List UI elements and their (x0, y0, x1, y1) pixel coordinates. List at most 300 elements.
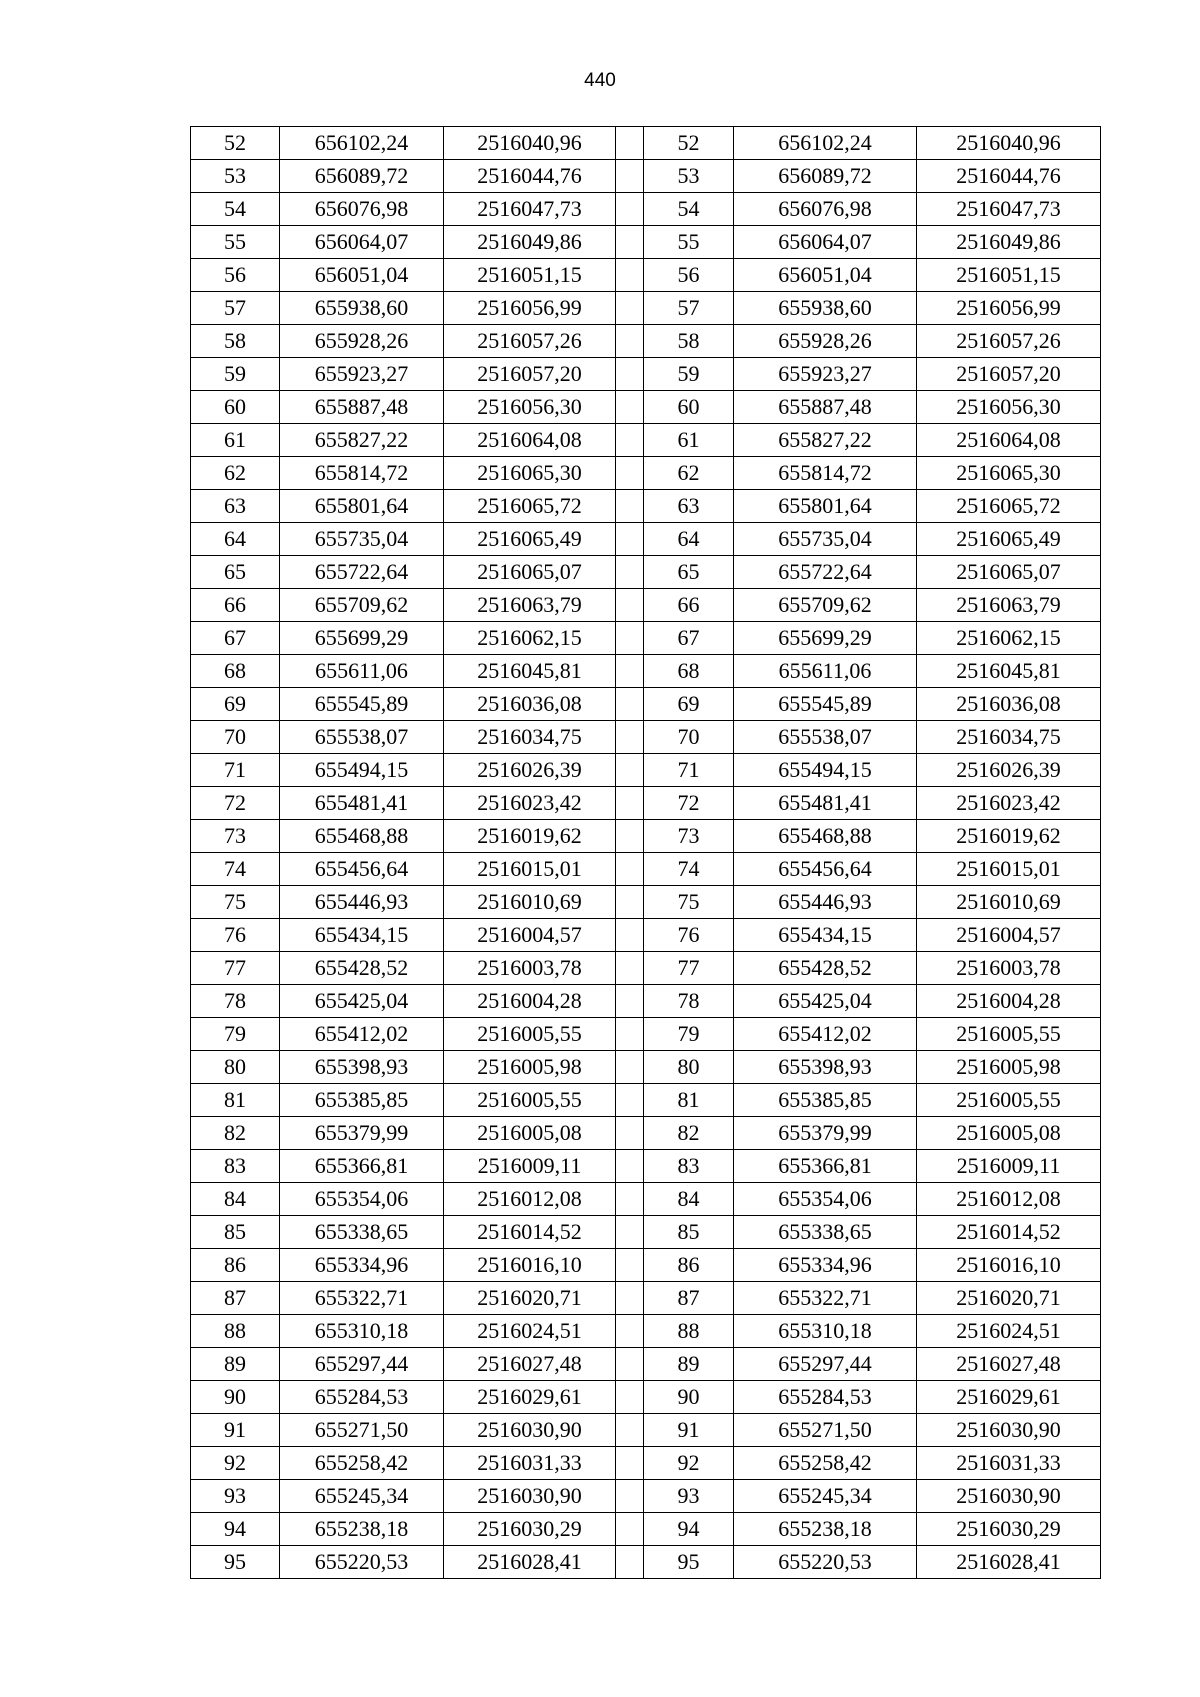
y-coordinate-cell-right: 2516056,30 (917, 391, 1101, 424)
table-row (191, 1150, 1101, 1183)
table-row (191, 655, 1101, 688)
point-number-cell-right: 89 (644, 1348, 734, 1381)
y-coordinate-cell-right: 2516051,15 (917, 259, 1101, 292)
spacer-cell (616, 1282, 644, 1315)
point-number-cell: 75 (191, 886, 280, 919)
y-coordinate-cell: 2516030,90 (444, 1480, 616, 1513)
point-number-cell-right: 65 (644, 556, 734, 589)
y-coordinate-cell: 2516051,15 (444, 259, 616, 292)
point-number-cell: 52 (191, 127, 280, 160)
x-coordinate-cell-right: 655709,62 (734, 589, 917, 622)
y-coordinate-cell: 2516016,10 (444, 1249, 616, 1282)
point-number-cell-right: 67 (644, 622, 734, 655)
table-row (191, 886, 1101, 919)
table-row (191, 325, 1101, 358)
x-coordinate-cell-right: 655722,64 (734, 556, 917, 589)
spacer-cell (616, 1051, 644, 1084)
y-coordinate-cell: 2516010,69 (444, 886, 616, 919)
spacer-cell (616, 1315, 644, 1348)
point-number-cell-right: 92 (644, 1447, 734, 1480)
x-coordinate-cell: 655271,50 (280, 1414, 444, 1447)
point-number-cell-right: 83 (644, 1150, 734, 1183)
y-coordinate-cell-right: 2516064,08 (917, 424, 1101, 457)
point-number-cell: 85 (191, 1216, 280, 1249)
point-number-cell: 78 (191, 985, 280, 1018)
x-coordinate-cell: 655722,64 (280, 556, 444, 589)
point-number-cell-right: 64 (644, 523, 734, 556)
spacer-cell (616, 820, 644, 853)
y-coordinate-cell-right: 2516003,78 (917, 952, 1101, 985)
table-row (191, 193, 1101, 226)
y-coordinate-cell-right: 2516065,49 (917, 523, 1101, 556)
y-coordinate-cell: 2516065,07 (444, 556, 616, 589)
point-number-cell-right: 73 (644, 820, 734, 853)
point-number-cell-right: 94 (644, 1513, 734, 1546)
y-coordinate-cell: 2516015,01 (444, 853, 616, 886)
point-number-cell-right: 95 (644, 1546, 734, 1579)
x-coordinate-cell: 655538,07 (280, 721, 444, 754)
point-number-cell: 67 (191, 622, 280, 655)
x-coordinate-cell-right: 655310,18 (734, 1315, 917, 1348)
table-row (191, 1084, 1101, 1117)
point-number-cell: 68 (191, 655, 280, 688)
x-coordinate-cell: 655735,04 (280, 523, 444, 556)
y-coordinate-cell: 2516034,75 (444, 721, 616, 754)
x-coordinate-cell: 656089,72 (280, 160, 444, 193)
table-row (191, 787, 1101, 820)
x-coordinate-cell-right: 655611,06 (734, 655, 917, 688)
x-coordinate-cell: 655456,64 (280, 853, 444, 886)
point-number-cell-right: 66 (644, 589, 734, 622)
y-coordinate-cell-right: 2516056,99 (917, 292, 1101, 325)
table-row (191, 490, 1101, 523)
y-coordinate-cell: 2516064,08 (444, 424, 616, 457)
x-coordinate-cell-right: 655334,96 (734, 1249, 917, 1282)
x-coordinate-cell-right: 655412,02 (734, 1018, 917, 1051)
spacer-cell (616, 292, 644, 325)
point-number-cell: 88 (191, 1315, 280, 1348)
y-coordinate-cell: 2516005,55 (444, 1084, 616, 1117)
x-coordinate-cell-right: 655446,93 (734, 886, 917, 919)
x-coordinate-cell: 655928,26 (280, 325, 444, 358)
spacer-cell (616, 1447, 644, 1480)
x-coordinate-cell-right: 655284,53 (734, 1381, 917, 1414)
x-coordinate-cell: 655481,41 (280, 787, 444, 820)
spacer-cell (616, 1018, 644, 1051)
point-number-cell-right: 75 (644, 886, 734, 919)
y-coordinate-cell: 2516005,98 (444, 1051, 616, 1084)
coordinates-table (190, 126, 1101, 1579)
x-coordinate-cell: 655310,18 (280, 1315, 444, 1348)
point-number-cell: 89 (191, 1348, 280, 1381)
x-coordinate-cell-right: 655735,04 (734, 523, 917, 556)
point-number-cell-right: 52 (644, 127, 734, 160)
y-coordinate-cell: 2516003,78 (444, 952, 616, 985)
x-coordinate-cell: 655446,93 (280, 886, 444, 919)
table-row (191, 1018, 1101, 1051)
x-coordinate-cell: 655220,53 (280, 1546, 444, 1579)
y-coordinate-cell: 2516028,41 (444, 1546, 616, 1579)
y-coordinate-cell-right: 2516024,51 (917, 1315, 1101, 1348)
point-number-cell-right: 77 (644, 952, 734, 985)
point-number-cell: 84 (191, 1183, 280, 1216)
table-row (191, 1117, 1101, 1150)
y-coordinate-cell: 2516024,51 (444, 1315, 616, 1348)
point-number-cell: 55 (191, 226, 280, 259)
spacer-cell (616, 424, 644, 457)
y-coordinate-cell: 2516026,39 (444, 754, 616, 787)
table-row (191, 127, 1101, 160)
point-number-cell: 72 (191, 787, 280, 820)
x-coordinate-cell: 655412,02 (280, 1018, 444, 1051)
x-coordinate-cell-right: 655297,44 (734, 1348, 917, 1381)
y-coordinate-cell: 2516031,33 (444, 1447, 616, 1480)
point-number-cell: 92 (191, 1447, 280, 1480)
x-coordinate-cell-right: 655425,04 (734, 985, 917, 1018)
point-number-cell: 56 (191, 259, 280, 292)
y-coordinate-cell: 2516044,76 (444, 160, 616, 193)
x-coordinate-cell-right: 656089,72 (734, 160, 917, 193)
y-coordinate-cell: 2516027,48 (444, 1348, 616, 1381)
y-coordinate-cell: 2516009,11 (444, 1150, 616, 1183)
y-coordinate-cell-right: 2516057,26 (917, 325, 1101, 358)
y-coordinate-cell: 2516063,79 (444, 589, 616, 622)
point-number-cell: 66 (191, 589, 280, 622)
y-coordinate-cell: 2516057,20 (444, 358, 616, 391)
point-number-cell: 94 (191, 1513, 280, 1546)
table-row (191, 358, 1101, 391)
table-row (191, 919, 1101, 952)
point-number-cell: 86 (191, 1249, 280, 1282)
x-coordinate-cell-right: 655938,60 (734, 292, 917, 325)
x-coordinate-cell: 655297,44 (280, 1348, 444, 1381)
y-coordinate-cell-right: 2516005,98 (917, 1051, 1101, 1084)
table-row (191, 391, 1101, 424)
x-coordinate-cell: 656076,98 (280, 193, 444, 226)
point-number-cell-right: 57 (644, 292, 734, 325)
y-coordinate-cell-right: 2516065,72 (917, 490, 1101, 523)
x-coordinate-cell-right: 655428,52 (734, 952, 917, 985)
point-number-cell-right: 54 (644, 193, 734, 226)
spacer-cell (616, 1414, 644, 1447)
spacer-cell (616, 1480, 644, 1513)
x-coordinate-cell: 655366,81 (280, 1150, 444, 1183)
point-number-cell: 59 (191, 358, 280, 391)
y-coordinate-cell-right: 2516005,55 (917, 1018, 1101, 1051)
y-coordinate-cell-right: 2516040,96 (917, 127, 1101, 160)
y-coordinate-cell: 2516023,42 (444, 787, 616, 820)
y-coordinate-cell-right: 2516045,81 (917, 655, 1101, 688)
spacer-cell (616, 160, 644, 193)
spacer-cell (616, 688, 644, 721)
spacer-cell (616, 886, 644, 919)
y-coordinate-cell-right: 2516012,08 (917, 1183, 1101, 1216)
table-row (191, 589, 1101, 622)
point-number-cell: 57 (191, 292, 280, 325)
page-number: 440 (584, 70, 616, 91)
table-row (191, 820, 1101, 853)
y-coordinate-cell: 2516047,73 (444, 193, 616, 226)
point-number-cell: 73 (191, 820, 280, 853)
point-number-cell: 82 (191, 1117, 280, 1150)
point-number-cell-right: 84 (644, 1183, 734, 1216)
point-number-cell-right: 59 (644, 358, 734, 391)
table-row (191, 1216, 1101, 1249)
spacer-cell (616, 787, 644, 820)
point-number-cell: 87 (191, 1282, 280, 1315)
point-number-cell-right: 63 (644, 490, 734, 523)
point-number-cell-right: 55 (644, 226, 734, 259)
point-number-cell-right: 76 (644, 919, 734, 952)
y-coordinate-cell-right: 2516031,33 (917, 1447, 1101, 1480)
point-number-cell: 93 (191, 1480, 280, 1513)
spacer-cell (616, 457, 644, 490)
table-row (191, 1249, 1101, 1282)
table-row (191, 622, 1101, 655)
x-coordinate-cell: 655334,96 (280, 1249, 444, 1282)
point-number-cell-right: 62 (644, 457, 734, 490)
table-row (191, 1282, 1101, 1315)
point-number-cell-right: 69 (644, 688, 734, 721)
x-coordinate-cell-right: 655385,85 (734, 1084, 917, 1117)
point-number-cell: 53 (191, 160, 280, 193)
y-coordinate-cell: 2516065,72 (444, 490, 616, 523)
x-coordinate-cell: 655379,99 (280, 1117, 444, 1150)
x-coordinate-cell-right: 655494,15 (734, 754, 917, 787)
table-row (191, 688, 1101, 721)
spacer-cell (616, 556, 644, 589)
x-coordinate-cell: 655354,06 (280, 1183, 444, 1216)
y-coordinate-cell: 2516030,90 (444, 1414, 616, 1447)
x-coordinate-cell: 656051,04 (280, 259, 444, 292)
x-coordinate-cell: 655245,34 (280, 1480, 444, 1513)
x-coordinate-cell-right: 655220,53 (734, 1546, 917, 1579)
spacer-cell (616, 391, 644, 424)
x-coordinate-cell: 655338,65 (280, 1216, 444, 1249)
x-coordinate-cell: 655814,72 (280, 457, 444, 490)
point-number-cell: 61 (191, 424, 280, 457)
table-row (191, 1348, 1101, 1381)
table-row (191, 424, 1101, 457)
x-coordinate-cell-right: 655434,15 (734, 919, 917, 952)
x-coordinate-cell: 655398,93 (280, 1051, 444, 1084)
table-body (191, 127, 1101, 1579)
point-number-cell-right: 81 (644, 1084, 734, 1117)
y-coordinate-cell-right: 2516049,86 (917, 226, 1101, 259)
point-number-cell-right: 80 (644, 1051, 734, 1084)
table-row (191, 1414, 1101, 1447)
x-coordinate-cell-right: 655456,64 (734, 853, 917, 886)
x-coordinate-cell: 655923,27 (280, 358, 444, 391)
table-row (191, 457, 1101, 490)
point-number-cell: 60 (191, 391, 280, 424)
x-coordinate-cell-right: 655379,99 (734, 1117, 917, 1150)
y-coordinate-cell-right: 2516010,69 (917, 886, 1101, 919)
x-coordinate-cell-right: 655699,29 (734, 622, 917, 655)
point-number-cell-right: 53 (644, 160, 734, 193)
point-number-cell-right: 60 (644, 391, 734, 424)
point-number-cell: 65 (191, 556, 280, 589)
x-coordinate-cell-right: 655258,42 (734, 1447, 917, 1480)
y-coordinate-cell-right: 2516005,08 (917, 1117, 1101, 1150)
point-number-cell: 81 (191, 1084, 280, 1117)
x-coordinate-cell-right: 655887,48 (734, 391, 917, 424)
y-coordinate-cell: 2516020,71 (444, 1282, 616, 1315)
x-coordinate-cell-right: 655827,22 (734, 424, 917, 457)
y-coordinate-cell: 2516049,86 (444, 226, 616, 259)
spacer-cell (616, 1249, 644, 1282)
table-row (191, 1480, 1101, 1513)
x-coordinate-cell: 655428,52 (280, 952, 444, 985)
spacer-cell (616, 1381, 644, 1414)
spacer-cell (616, 721, 644, 754)
x-coordinate-cell: 655827,22 (280, 424, 444, 457)
y-coordinate-cell: 2516014,52 (444, 1216, 616, 1249)
spacer-cell (616, 1513, 644, 1546)
y-coordinate-cell: 2516056,30 (444, 391, 616, 424)
x-coordinate-cell: 655434,15 (280, 919, 444, 952)
spacer-cell (616, 259, 644, 292)
y-coordinate-cell: 2516012,08 (444, 1183, 616, 1216)
spacer-cell (616, 622, 644, 655)
x-coordinate-cell-right: 655322,71 (734, 1282, 917, 1315)
y-coordinate-cell-right: 2516009,11 (917, 1150, 1101, 1183)
y-coordinate-cell-right: 2516023,42 (917, 787, 1101, 820)
table-row (191, 754, 1101, 787)
x-coordinate-cell-right: 655545,89 (734, 688, 917, 721)
y-coordinate-cell-right: 2516065,30 (917, 457, 1101, 490)
x-coordinate-cell-right: 656076,98 (734, 193, 917, 226)
table-row (191, 952, 1101, 985)
y-coordinate-cell-right: 2516005,55 (917, 1084, 1101, 1117)
point-number-cell-right: 70 (644, 721, 734, 754)
table-row (191, 226, 1101, 259)
spacer-cell (616, 655, 644, 688)
point-number-cell-right: 58 (644, 325, 734, 358)
table-row (191, 985, 1101, 1018)
x-coordinate-cell: 655801,64 (280, 490, 444, 523)
spacer-cell (616, 754, 644, 787)
spacer-cell (616, 1216, 644, 1249)
x-coordinate-cell-right: 655338,65 (734, 1216, 917, 1249)
y-coordinate-cell: 2516057,26 (444, 325, 616, 358)
point-number-cell: 90 (191, 1381, 280, 1414)
spacer-cell (616, 358, 644, 391)
y-coordinate-cell-right: 2516020,71 (917, 1282, 1101, 1315)
y-coordinate-cell: 2516040,96 (444, 127, 616, 160)
point-number-cell-right: 82 (644, 1117, 734, 1150)
x-coordinate-cell-right: 655928,26 (734, 325, 917, 358)
y-coordinate-cell: 2516045,81 (444, 655, 616, 688)
x-coordinate-cell-right: 655354,06 (734, 1183, 917, 1216)
y-coordinate-cell-right: 2516015,01 (917, 853, 1101, 886)
x-coordinate-cell-right: 655801,64 (734, 490, 917, 523)
spacer-cell (616, 1348, 644, 1381)
spacer-cell (616, 853, 644, 886)
y-coordinate-cell-right: 2516014,52 (917, 1216, 1101, 1249)
y-coordinate-cell: 2516005,55 (444, 1018, 616, 1051)
spacer-cell (616, 1183, 644, 1216)
y-coordinate-cell-right: 2516004,28 (917, 985, 1101, 1018)
y-coordinate-cell: 2516065,49 (444, 523, 616, 556)
table-row (191, 160, 1101, 193)
y-coordinate-cell-right: 2516004,57 (917, 919, 1101, 952)
point-number-cell-right: 56 (644, 259, 734, 292)
spacer-cell (616, 589, 644, 622)
x-coordinate-cell-right: 655923,27 (734, 358, 917, 391)
x-coordinate-cell: 655887,48 (280, 391, 444, 424)
y-coordinate-cell: 2516005,08 (444, 1117, 616, 1150)
x-coordinate-cell-right: 656102,24 (734, 127, 917, 160)
x-coordinate-cell-right: 655481,41 (734, 787, 917, 820)
point-number-cell: 95 (191, 1546, 280, 1579)
point-number-cell-right: 71 (644, 754, 734, 787)
point-number-cell-right: 86 (644, 1249, 734, 1282)
table-row (191, 523, 1101, 556)
spacer-cell (616, 1084, 644, 1117)
x-coordinate-cell: 655611,06 (280, 655, 444, 688)
table-row (191, 1051, 1101, 1084)
x-coordinate-cell: 656102,24 (280, 127, 444, 160)
x-coordinate-cell-right: 655271,50 (734, 1414, 917, 1447)
spacer-cell (616, 1117, 644, 1150)
y-coordinate-cell: 2516030,29 (444, 1513, 616, 1546)
point-number-cell: 91 (191, 1414, 280, 1447)
y-coordinate-cell-right: 2516027,48 (917, 1348, 1101, 1381)
point-number-cell: 83 (191, 1150, 280, 1183)
point-number-cell-right: 90 (644, 1381, 734, 1414)
y-coordinate-cell: 2516036,08 (444, 688, 616, 721)
point-number-cell-right: 91 (644, 1414, 734, 1447)
spacer-cell (616, 1546, 644, 1579)
y-coordinate-cell: 2516004,57 (444, 919, 616, 952)
spacer-cell (616, 127, 644, 160)
point-number-cell-right: 88 (644, 1315, 734, 1348)
spacer-cell (616, 919, 644, 952)
point-number-cell-right: 78 (644, 985, 734, 1018)
point-number-cell-right: 72 (644, 787, 734, 820)
x-coordinate-cell: 655468,88 (280, 820, 444, 853)
x-coordinate-cell-right: 655245,34 (734, 1480, 917, 1513)
spacer-cell (616, 325, 644, 358)
point-number-cell: 63 (191, 490, 280, 523)
y-coordinate-cell-right: 2516065,07 (917, 556, 1101, 589)
point-number-cell-right: 74 (644, 853, 734, 886)
point-number-cell: 79 (191, 1018, 280, 1051)
point-number-cell-right: 85 (644, 1216, 734, 1249)
point-number-cell-right: 93 (644, 1480, 734, 1513)
x-coordinate-cell-right: 655366,81 (734, 1150, 917, 1183)
x-coordinate-cell-right: 655814,72 (734, 457, 917, 490)
y-coordinate-cell: 2516065,30 (444, 457, 616, 490)
table-row (191, 259, 1101, 292)
y-coordinate-cell: 2516062,15 (444, 622, 616, 655)
point-number-cell: 77 (191, 952, 280, 985)
table-row (191, 853, 1101, 886)
x-coordinate-cell: 655322,71 (280, 1282, 444, 1315)
x-coordinate-cell: 656064,07 (280, 226, 444, 259)
y-coordinate-cell-right: 2516034,75 (917, 721, 1101, 754)
point-number-cell: 71 (191, 754, 280, 787)
y-coordinate-cell-right: 2516063,79 (917, 589, 1101, 622)
x-coordinate-cell: 655545,89 (280, 688, 444, 721)
table-row (191, 1447, 1101, 1480)
y-coordinate-cell: 2516056,99 (444, 292, 616, 325)
y-coordinate-cell-right: 2516029,61 (917, 1381, 1101, 1414)
x-coordinate-cell: 655425,04 (280, 985, 444, 1018)
x-coordinate-cell: 655284,53 (280, 1381, 444, 1414)
x-coordinate-cell-right: 655238,18 (734, 1513, 917, 1546)
